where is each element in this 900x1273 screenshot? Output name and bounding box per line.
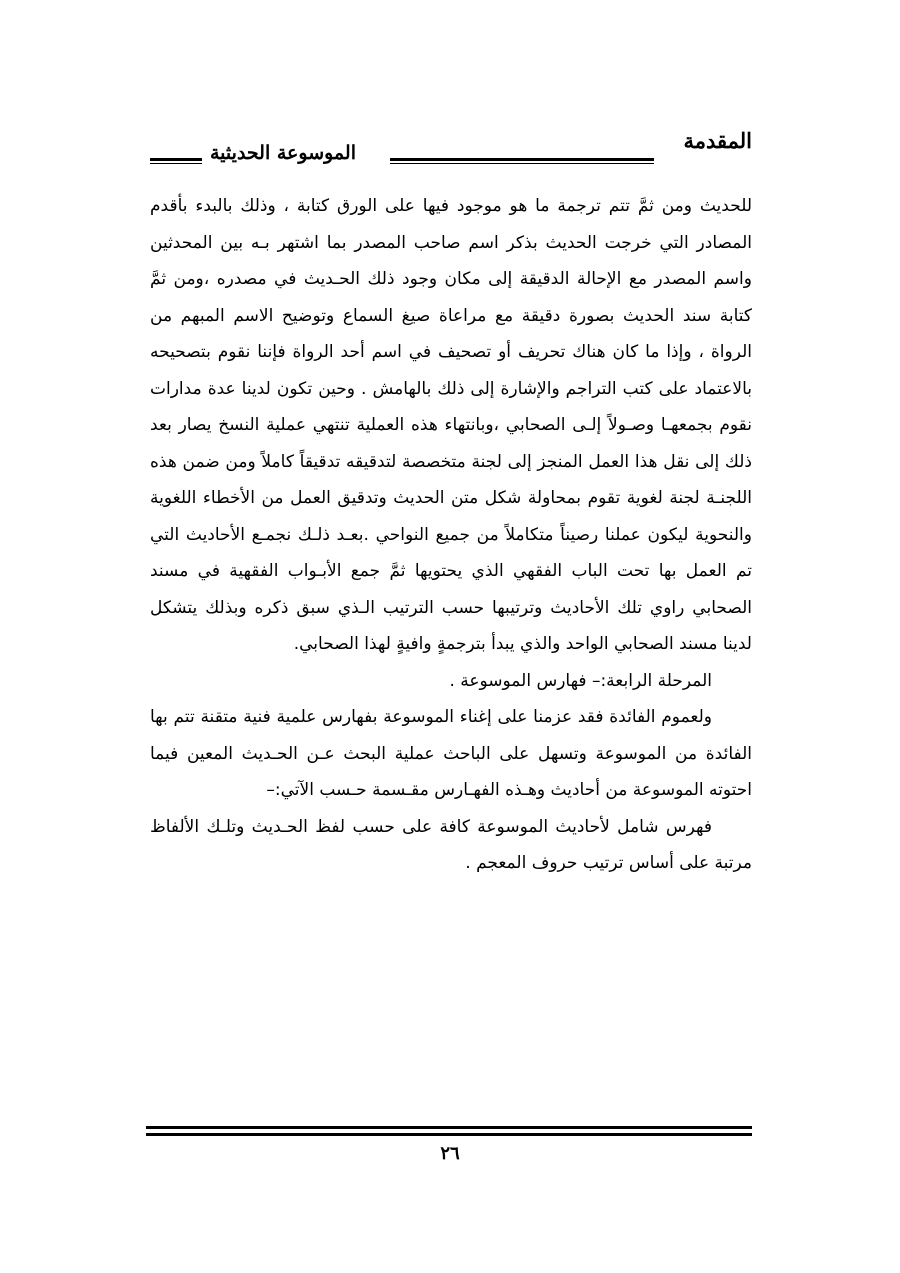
- page-header: [150, 118, 752, 178]
- page-number: ٢٦: [440, 1143, 460, 1164]
- paragraph: ولعموم الفائدة فقد عزمنا على إغناء الموسوعة بفهارس علمية فنية متقنة تتم بها الفائدة من الموسوعة وتسهل على الباحث عملية البحث عـن الحـديث المعين فيما احتوته الموسوعة من أحاديث وهـذه الفهـارس مقـسمة حـسب الآتي:–: [150, 707, 752, 800]
- book-title: الموسوعة الحديثية: [210, 142, 356, 164]
- paragraph: للحديث ومن ثمَّ تتم ترجمة ما هو موجود فيها على الورق كتابة ، وذلك بالبدء بأقدم المصادر التي خرجت الحديث بذكر اسم صاحب المصدر بما اشتهر بـه بين المحدثين واسم المصدر مع الإحالة الدقيقة إلى مكان وجود ذلك الحـديث في مصدره ،ومن ثمَّ كتابة سند الحديث بصورة دقيقة مع مراعاة صيغ السماع وتوضيح الاسم المبهم من الرواة ، وإذا ما كان هناك تحريف أو تصحيف في اسم أحد الرواة فإننا نقوم بتصحيحه بالاعتماد على كتب التراجم والإشارة إلى ذلك بالهامش . وحين تكون لدينا عدة مدارات نقوم بجمعهـا وصـولاً إلـى الصحابي ،وبانتهاء هذه العملية تنتهي عملية النسخ يصار بعد ذلك إلى نقل هذا العمل المنجز إلى لجنة متخصصة لتدقيقه تدقيقاً كاملاً ومن ضمن هذه اللجنـة لجنة لغوية تقوم بمحاولة شكل متن الحديث وتدقيق العمل من الأخطاء اللغوية والنحوية ليكون عملنا رصيناً متكاملاً من جميع النواحي .بعـد ذلـك نجمـع الأحاديث التي تم العمل بها تحت الباب الفقهي الذي يحتويها ثمَّ جمع الأبـواب الفقهية في مسند الصحابي راوي تلك الأحاديث وترتيبها حسب الترتيب الـذي سبق ذكره وبذلك يتشكل لدينا مسند الصحابي الواحد والذي يبدأ بترجمةٍ وافيةٍ لهذا الصحابي.: [150, 196, 752, 654]
- footer-rule: [146, 1126, 752, 1136]
- body-text: [150, 188, 752, 882]
- chapter-title: المقدمة: [683, 128, 752, 153]
- paragraph: فهرس شامل لأحاديث الموسوعة كافة على حسب لفظ الحـديث وتلـك الألفاظ مرتبة على أساس ترتيب حروف المعجم .: [150, 816, 752, 873]
- stage-heading: المرحلة الرابعة:– فهارس الموسوعة .: [449, 670, 712, 691]
- header-rule: [390, 158, 654, 161]
- header-rule-short: [150, 158, 202, 161]
